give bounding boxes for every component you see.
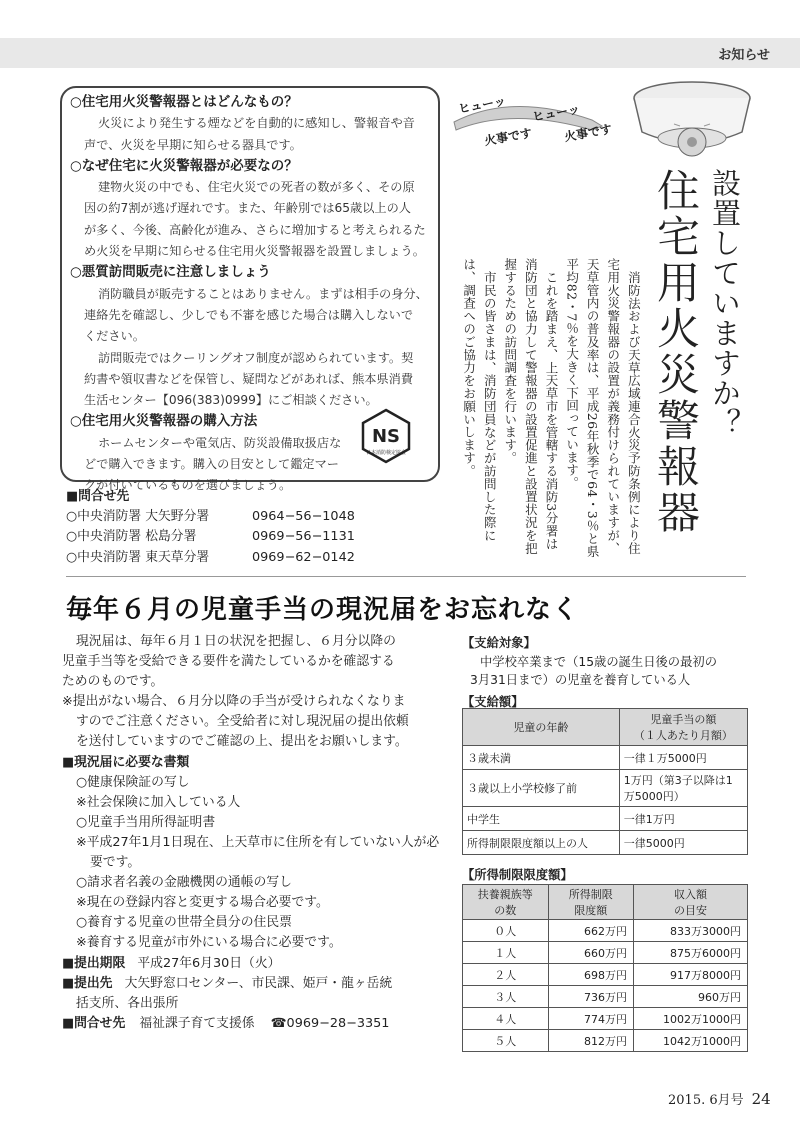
table-cell: 960万円 — [634, 986, 748, 1008]
table-cell: 一律1万円 — [619, 807, 747, 831]
table-cell: 812万円 — [548, 1030, 634, 1052]
doc-item: ○児童手当用所得証明書 — [76, 814, 216, 830]
contact-office: ○中央消防署 大矢野分署 — [66, 509, 210, 525]
table-header-row — [463, 709, 748, 746]
table-cell: 1002万1000円 — [634, 1008, 748, 1030]
info-line: 因の約7割が逃げ遅れです。また、年齢別では65歳以上の人 — [84, 201, 411, 216]
table-cell: １人 — [463, 942, 549, 964]
info-line: 訪問販売ではクーリングオフ制度が認められています。契 — [98, 350, 414, 365]
alarm-sound-illustration — [452, 82, 652, 162]
doc-item: ※社会保険に加入している人 — [76, 794, 241, 810]
note-line: を送付していますのでご確認の上、提出をお願いします。 — [76, 734, 408, 750]
alarm-text: 火事です — [483, 125, 533, 149]
table-cell: 833万3000円 — [634, 920, 748, 942]
contact-phone: 0969−62−0142 — [252, 549, 355, 565]
inquiry-phone: ☎0969−28−3351 — [270, 1015, 390, 1031]
submit-label: ■提出先 — [62, 975, 113, 991]
intro-line: ためのものです。 — [62, 674, 164, 690]
deadline-label: ■提出期限 — [62, 955, 126, 971]
section-header-bar — [0, 38, 800, 68]
header-line: 扶養親族等 — [477, 888, 533, 901]
inquiry-row — [62, 1014, 440, 1034]
table-cell: 一律１万5000円 — [619, 746, 747, 770]
contact-office: ○中央消防署 松島分署 — [66, 529, 197, 545]
table-cell: 中学生 — [463, 807, 620, 831]
header-line: 児童手当の額 — [650, 713, 717, 726]
table-row — [463, 807, 748, 831]
table-cell: 660万円 — [548, 942, 634, 964]
contact-phone: 0969−56−1131 — [252, 529, 355, 545]
contact-row — [66, 548, 436, 568]
doc-item: ※現在の登録内容と変更する場合必要です。 — [76, 895, 329, 911]
info-line: クが付いているものを選びましょう。 — [84, 478, 292, 493]
table-header-cell — [463, 885, 549, 920]
doc-item: ○請求者名義の金融機関の通帳の写し — [76, 875, 292, 891]
header-line: 限度額 — [574, 904, 608, 917]
ns-mark-text: NS — [371, 426, 401, 447]
article-title-vertical — [650, 168, 750, 568]
info-line: ください。 — [84, 329, 145, 344]
doc-item: ○養育する児童の世帯全員分の住民票 — [76, 915, 292, 931]
target-heading: 【支給対象】 — [462, 636, 536, 650]
alarm-text: 火事です — [563, 121, 613, 145]
submit-value: 大矢野窓口センター、市民課、姫戸・龍ヶ岳統 — [124, 975, 393, 991]
table-cell: 1042万1000円 — [634, 1030, 748, 1052]
child-allowance-title: 毎年６月の児童手当の現況届をお忘れなく — [66, 595, 580, 625]
info-line: が多く、今後、高齢化が進み、さらに増加すると考えられるた — [84, 222, 426, 237]
info-section — [70, 156, 432, 262]
table-row — [463, 1030, 748, 1052]
table-row — [463, 831, 748, 855]
contact-row — [66, 527, 436, 547]
contact-office: ○中央消防署 東天草分署 — [66, 549, 210, 565]
contact-phone: 0964−56−1048 — [252, 509, 355, 525]
info-line: 火災により発生する煙などを自動的に感知し、警報音や音 — [98, 116, 415, 131]
sound-text: ヒューッ — [457, 93, 507, 117]
header-line: の目安 — [674, 904, 707, 917]
article-paragraph: 市民の皆さまは、消防団員などが訪問した際には、調査へのご協力をお願いします。 — [461, 258, 498, 542]
table-row — [463, 1008, 748, 1030]
info-heading: ○なぜ住宅に火災警報器が必要なの？ — [70, 157, 298, 174]
smoke-detector-icon — [628, 76, 756, 168]
target-line: 3月31日まで）の児童を養育している人 — [470, 673, 691, 687]
table-header-cell — [634, 885, 748, 920]
table-cell: ３歳以上小学校修了前 — [463, 770, 620, 807]
info-line: め火災を早期に知らせる住宅用火災警報器を設置しましょう。 — [84, 244, 425, 259]
header-line: （１人あたり月額） — [633, 729, 733, 742]
intro-line: 児童手当等を受給できる要件を満たしているかを確認する — [62, 654, 395, 670]
amount-table — [462, 708, 748, 855]
table-row — [463, 986, 748, 1008]
note-line: ※提出がない場合、６月分以降の手当が受けられなくなりま — [62, 694, 406, 710]
income-limit-table — [462, 884, 748, 1052]
section-divider — [66, 576, 746, 577]
table-row — [463, 746, 748, 770]
table-cell: ５人 — [463, 1030, 549, 1052]
table-cell: 一律5000円 — [619, 831, 747, 855]
target-line: 中学校卒業まで（15歳の誕生日後の最初の — [480, 654, 717, 669]
header-line: の数 — [494, 904, 517, 917]
page-footer — [668, 1089, 771, 1108]
amount-heading: 【支給額】 — [462, 694, 524, 709]
table-row — [463, 964, 748, 986]
table-cell: ３歳未満 — [463, 746, 620, 770]
article-paragraph: これを踏まえ、上天草市を管轄する消防3分署は消防団と協力して警報器の設置促進と設置状況を把握するための訪問調査を行います。 — [502, 258, 559, 555]
table-cell: 698万円 — [548, 964, 634, 986]
table-header-cell: 児童の年齢 — [463, 709, 620, 746]
table-cell: 875万6000円 — [634, 942, 748, 964]
sound-wave-icon — [452, 82, 652, 162]
article-body-vertical — [458, 258, 643, 562]
table-cell: 662万円 — [548, 920, 634, 942]
table-cell: 774万円 — [548, 1008, 634, 1030]
info-line: 消防職員が販売することはありません。まずは相手の身分、 — [98, 286, 428, 301]
info-line: 声で、火災を早期に知らせる器具です。 — [84, 137, 302, 152]
intro-line: 現況届は、毎年６月１日の状況を把握し、６月分以降の — [76, 634, 396, 649]
table-cell: 917万8000円 — [634, 964, 748, 986]
table-row — [463, 770, 748, 807]
table-cell: 所得制限限度額以上の人 — [463, 831, 620, 855]
table-cell: ４人 — [463, 1008, 549, 1030]
deadline-row — [62, 954, 440, 974]
info-heading: ○住宅用火災警報器とはどんなもの？ — [70, 94, 298, 110]
table-row — [463, 920, 748, 942]
header-line: 所得制限 — [568, 888, 613, 901]
doc-item: ○健康保険証の写し — [76, 774, 190, 790]
ns-mark-caption: 日本消防検定協会 — [365, 450, 407, 456]
fire-contact-block — [66, 487, 436, 568]
submit-row — [62, 974, 440, 994]
info-section — [70, 262, 432, 411]
info-line: 生活センター【096(383)0999】にご相談ください。 — [84, 393, 378, 408]
inquiry-label: ■問合せ先 — [62, 1015, 126, 1031]
table-cell: 736万円 — [548, 986, 634, 1008]
page-number: 24 — [751, 1090, 771, 1108]
income-limit-heading: 【所得制限限度額】 — [462, 868, 573, 882]
info-line: どで購入できます。購入の目安として鑑定マー — [84, 457, 339, 472]
docs-heading: ■現況届に必要な書類 — [62, 754, 190, 770]
article-title: 住宅用火災警報器 — [650, 168, 700, 536]
info-heading: ○住宅用火災警報器の購入方法 — [70, 413, 258, 430]
info-line: 建物火災の中でも、住宅火災での死者の数が多く、その原 — [98, 180, 415, 195]
info-line: 約書や領収書などを保管し、疑問などがあれば、熊本県消費 — [84, 371, 414, 386]
section-label: お知らせ — [718, 48, 770, 63]
contact-row — [66, 507, 436, 527]
table-header-cell — [548, 885, 634, 920]
doc-item: ※平成27年1月1日現在、上天草市に住所を有していない人が必要です。 — [76, 834, 440, 871]
table-cell: ３人 — [463, 986, 549, 1008]
article-paragraph: 消防法および天草広域連合火災予防条例により住宅用火災警報器の設置が義務付けられていますが、天草管内の普及率は、平成26年秋季で64・3％と県平均82・7％を大きく下回っています。 — [564, 258, 642, 558]
table-row — [463, 942, 748, 964]
sound-text: ヒューッ — [531, 101, 581, 125]
contact-heading: ■問合せ先 — [66, 489, 130, 504]
table-cell: 1万円（第3子以降は1万5000円） — [619, 770, 747, 807]
info-line: 連絡先を確認し、少しでも不審を感じた場合は購入しないで — [84, 307, 414, 322]
header-line: 収入額 — [674, 888, 707, 901]
child-allowance-right-column — [462, 634, 752, 711]
table-cell: ０人 — [463, 920, 549, 942]
table-header-row — [463, 885, 748, 920]
deadline-value: 平成27年6月30日（火） — [137, 955, 281, 971]
article-subtitle: 設置していますか？ — [708, 168, 742, 438]
issue-label: 2015. 6月号 — [668, 1093, 744, 1108]
doc-item: ※養育する児童が市外にいる場合に必要です。 — [76, 935, 342, 951]
inquiry-dept: 福祉課子育て支援係 — [139, 1015, 255, 1031]
info-line: ホームセンターや電気店、防災設備取扱店な — [98, 435, 342, 450]
table-header-cell — [619, 709, 747, 746]
table-cell: ２人 — [463, 964, 549, 986]
child-allowance-left-column — [62, 632, 440, 1034]
note-line: すのでご注意ください。全受給者に対し現況届の提出依頼 — [76, 714, 409, 730]
info-heading: ○悪質訪問販売に注意しましょう — [70, 264, 271, 281]
submit-value: 括支所、各出張所 — [76, 995, 179, 1011]
info-section — [70, 92, 432, 156]
ns-certification-mark-icon — [358, 408, 414, 464]
